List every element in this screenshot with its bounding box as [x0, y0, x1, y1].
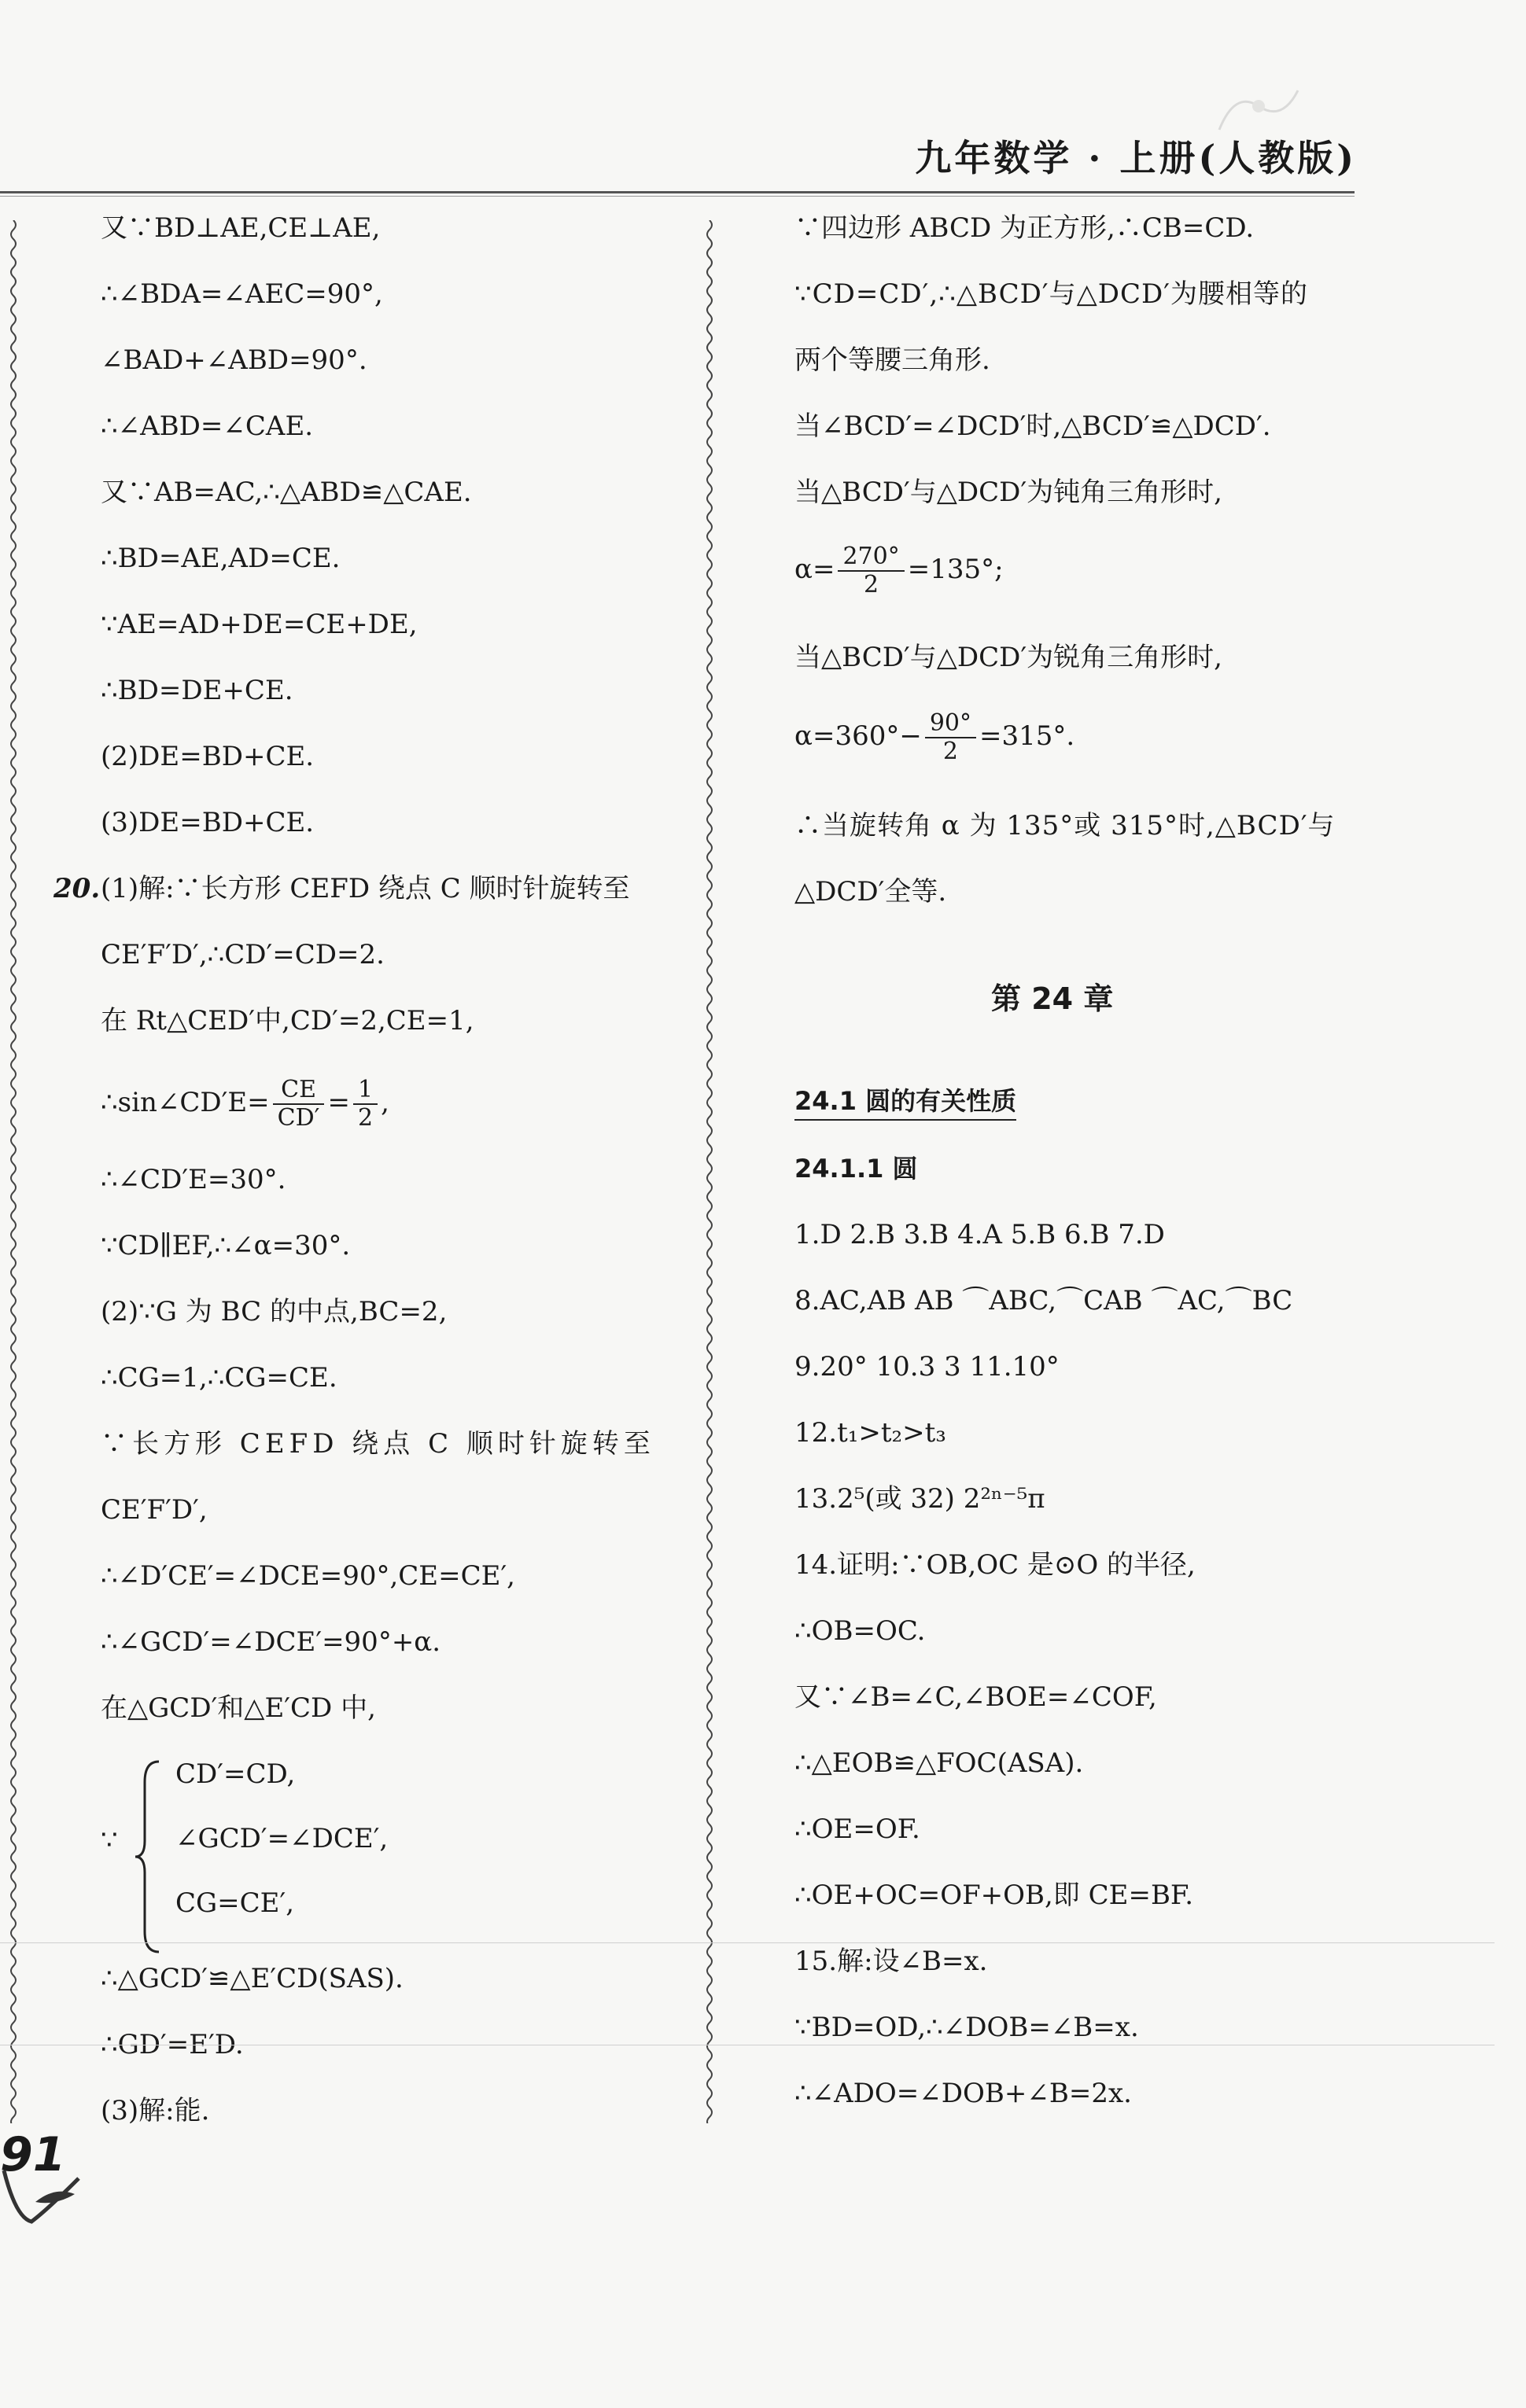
text-line: ∴OE+OC=OF+OB,即 CE=BF. — [794, 1880, 1194, 1911]
scan-artifact-line — [0, 1942, 1495, 1943]
text-line: 14.证明:∵OB,OC 是⊙O 的半径, — [794, 1549, 1196, 1581]
text-line: (3)DE=BD+CE. — [101, 807, 315, 838]
text-line: 两个等腰三角形. — [794, 344, 990, 376]
brace-line: ∠GCD′=∠DCE′, — [175, 1823, 389, 1854]
fraction-numerator: 1 — [353, 1077, 378, 1105]
alpha-equation-1 — [794, 536, 1004, 602]
question-number: 20. — [53, 873, 101, 904]
text-line: ∴∠CD′E=30°. — [101, 1164, 286, 1195]
middle-wavy-divider — [704, 220, 715, 2123]
fraction — [838, 543, 904, 598]
text-line: ∴∠D′CE′=∠DCE=90°,CE=CE′, — [101, 1560, 515, 1592]
text-line: 在△GCD′和△E′CD 中, — [101, 1692, 376, 1724]
sin-prefix: ∴sin∠CD′E= — [101, 1087, 270, 1118]
text-line: 在 Rt△CED′中,CD′=2,CE=1, — [101, 1005, 474, 1036]
text-line: CE′F′D′,∴CD′=CD=2. — [101, 939, 385, 970]
alpha-prefix: α= — [794, 554, 835, 585]
section-heading: 24.1 圆的有关性质 — [794, 1086, 1016, 1121]
text-line: ∵长方形 CEFD 绕点 C 顺时针旋转至 — [101, 1428, 655, 1460]
leaf-decoration-icon — [0, 2163, 87, 2226]
sin-equation — [101, 1070, 389, 1136]
left-wavy-divider — [8, 220, 19, 2123]
text-line: ∴GD′=E′D. — [101, 2029, 244, 2060]
left-brace-icon — [132, 1758, 164, 1955]
brace-line: CD′=CD, — [175, 1758, 296, 1790]
fraction — [273, 1077, 325, 1132]
text-line: ∴△EOB≌△FOC(ASA). — [794, 1747, 1084, 1779]
fraction-numerator: 270° — [838, 543, 904, 572]
text-line: ∵BD=OD,∴∠DOB=∠B=x. — [794, 2012, 1139, 2043]
text-line: ∴∠ABD=∠CAE. — [101, 411, 314, 442]
fraction — [353, 1077, 378, 1132]
alpha-suffix: =315°. — [979, 720, 1075, 752]
answer-line: 8.AC,AB AB ⌒ABC,⌒CAB ⌒AC,⌒BC — [794, 1285, 1293, 1316]
fraction — [925, 710, 976, 765]
section-heading-wrap — [794, 1085, 1016, 1117]
text-line: 又∵∠B=∠C,∠BOE=∠COF, — [794, 1681, 1157, 1713]
text-line: ∴△GCD′≌△E′CD(SAS). — [101, 1963, 404, 1994]
chapter-heading: 第 24 章 — [991, 981, 1114, 1016]
fraction-numerator: CE — [273, 1077, 325, 1105]
fraction-numerator: 90° — [925, 710, 976, 738]
text-line: ∠BAD+∠ABD=90°. — [101, 344, 367, 376]
text-line: 又∵BD⊥AE,CE⊥AE, — [101, 212, 381, 244]
text-line: ∵CD∥EF,∴∠α=30°. — [101, 1230, 351, 1261]
text-line: CE′F′D′, — [101, 1494, 208, 1526]
page-number: 91 — [0, 2127, 66, 2182]
text-line: △DCD′全等. — [794, 876, 947, 908]
fraction-denominator: CD′ — [277, 1104, 320, 1132]
header-rule — [0, 191, 1355, 197]
text-line: 当△BCD′与△DCD′为钝角三角形时, — [794, 477, 1222, 508]
answer-line: 13.2⁵(或 32) 2²ⁿ⁻⁵π — [794, 1483, 1045, 1515]
text-line: 又∵AB=AC,∴△ABD≌△CAE. — [101, 477, 472, 508]
sin-suffix: , — [381, 1087, 389, 1118]
brace-lines — [175, 1758, 388, 1952]
text-line: ∴∠ADO=∠DOB+∠B=2x. — [794, 2078, 1132, 2109]
text-line: ∴当旋转角 α 为 135°或 315°时,△BCD′与 — [794, 810, 1336, 841]
text-line: (3)解:能. — [101, 2095, 210, 2126]
answer-line: 1.D 2.B 3.B 4.A 5.B 6.B 7.D — [794, 1219, 1165, 1250]
text-line: ∵四边形 ABCD 为正方形,∴CB=CD. — [794, 212, 1255, 244]
fraction-denominator: 2 — [357, 1104, 374, 1132]
fraction-denominator: 2 — [942, 738, 958, 765]
text-line: ∴OB=OC. — [794, 1615, 926, 1647]
alpha-equation-2 — [794, 703, 1074, 769]
text-line: ∴BD=DE+CE. — [101, 675, 293, 706]
alpha-prefix: α=360°− — [794, 720, 922, 752]
text-line: ∴CG=1,∴CG=CE. — [101, 1362, 337, 1394]
alpha-suffix: =135°; — [907, 554, 1004, 585]
text-line: ∵CD=CD′,∴△BCD′与△DCD′为腰相等的 — [794, 278, 1308, 310]
text-line: (2)DE=BD+CE. — [101, 741, 315, 772]
answer-line: 9.20° 10.3 3 11.10° — [794, 1351, 1060, 1383]
brace-line: CG=CE′, — [175, 1887, 295, 1919]
because-symbol: ∵ — [101, 1824, 118, 1856]
text-line: (2)∵G 为 BC 的中点,BC=2, — [101, 1296, 448, 1327]
text-line: 当∠BCD′=∠DCD′时,△BCD′≌△DCD′. — [794, 411, 1271, 442]
text-line: ∴OE=OF. — [794, 1813, 920, 1845]
header-title: 九年数学 · 上册(人教版) — [915, 137, 1357, 179]
subsection-heading: 24.1.1 圆 — [794, 1154, 918, 1184]
text-line: 15.解:设∠B=x. — [794, 1946, 988, 1977]
answer-line: 12.t₁>t₂>t₃ — [794, 1417, 946, 1449]
text-line: ∴BD=AE,AD=CE. — [101, 543, 341, 574]
text-line: ∵AE=AD+DE=CE+DE, — [101, 609, 418, 640]
equals-sign: = — [327, 1087, 350, 1118]
text-line: ∴∠BDA=∠AEC=90°, — [101, 278, 383, 310]
text-line: (1)解:∵长方形 CEFD 绕点 C 顺时针旋转至 — [101, 873, 630, 904]
fraction-denominator: 2 — [864, 571, 879, 598]
text-line: ∴∠GCD′=∠DCE′=90°+α. — [101, 1626, 441, 1658]
text-line: 当△BCD′与△DCD′为锐角三角形时, — [794, 642, 1222, 673]
